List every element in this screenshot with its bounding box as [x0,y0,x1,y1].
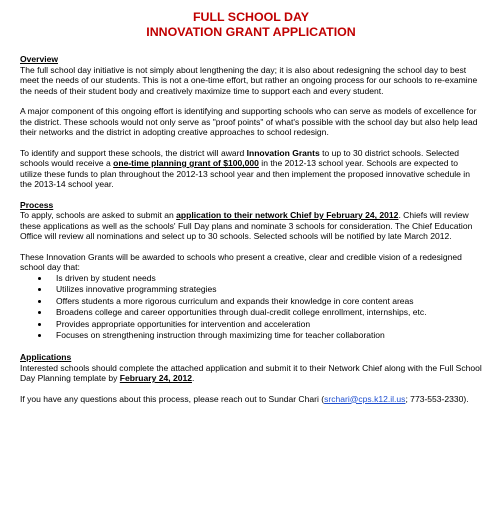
list-item: • Offers students a more rigorous curriculum and expands their knowledge in core content areas [50,296,482,308]
list-item: • Is driven by student needs [50,273,482,285]
page-title-line-1: FULL SCHOOL DAY [192,10,310,24]
text-run: in the 2012-13 school year. Schools are expected to utilize these funds to plan throughout the 2012-13 school year and then implement the proposed innovative schedule in the 2013-14 school year. [20,158,470,189]
overview-heading: Overview [20,54,59,64]
email-link[interactable]: srchari@cps.k12.il.us [324,393,406,404]
list-item: • Utilizes innovative programming strategies [50,284,482,296]
process-heading: Process [20,199,54,210]
text-run: To apply, schools are asked to submit an [20,210,177,220]
list-item: • Focuses on strengthening instruction through maximizing time for teacher collaboration [50,330,482,342]
text-run: . [192,373,195,384]
planning-grant-emphasis: one-time planning grant of $100,000 [113,158,259,168]
applications-paragraph [20,363,482,384]
overview-paragraph-1: The full school day initiative is not simply about lengthening the day; it is also about redesigning the school day to best meet the needs of our students. This is not a one-time effort, but rather an ongoing process for our schools to re-examine the needs of their student body and creatively maximize time to support each and every student. [20,64,478,96]
text-run: Interested schools should complete the attached application and submit it to their Network Chief along with the Full School Day Planning template by [20,362,482,384]
process-paragraph-2: These Innovation Grants will be awarded to schools who present a creative, clear and credible vision of a redesigned school day that: [20,251,462,272]
contact-paragraph [20,394,482,405]
innovation-grants-emphasis: Innovation Grants [246,147,320,158]
overview-paragraph-3 [20,148,482,190]
text-run: To identify and support these schools, the district will award [20,147,247,158]
process-paragraph-1 [20,210,482,242]
page-title-line-2: INNOVATION GRANT APPLICATION [146,25,356,39]
applications-heading: Applications [20,352,72,363]
criteria-list [20,273,482,343]
deadline-emphasis: application to their network Chief by February 24, 2012 [176,210,399,220]
overview-paragraph-2: A major component of this ongoing effort is identifying and supporting schools who can serve as models of excellence for the district. These schools would not only serve as "proof points" of what's possible with the school day but also help lead their networks and the district in adopting creative approaches to school redesign. [20,106,478,137]
text-run: . Chiefs will review these applications as well as the schools' Full Day plans and nominate 3 schools for consideration. The Chief Education Office will review all nominations and select up to 30 schools. Selected schools will be notified by late March 2012. [20,210,473,241]
text-run: to up to 30 district schools. Selected schools would receive a [20,147,459,168]
list-item: • Provides appropriate opportunities for intervention and acceleration [50,319,482,331]
text-run: ; 773-553-2330). [405,393,469,404]
applications-deadline-emphasis: February 24, 2012 [119,373,192,384]
text-run: If you have any questions about this process, please reach out to Sundar Chari ( [20,393,325,404]
list-item: • Broadens college and career opportunities through dual-credit college enrollment, internships, etc. [50,307,482,319]
